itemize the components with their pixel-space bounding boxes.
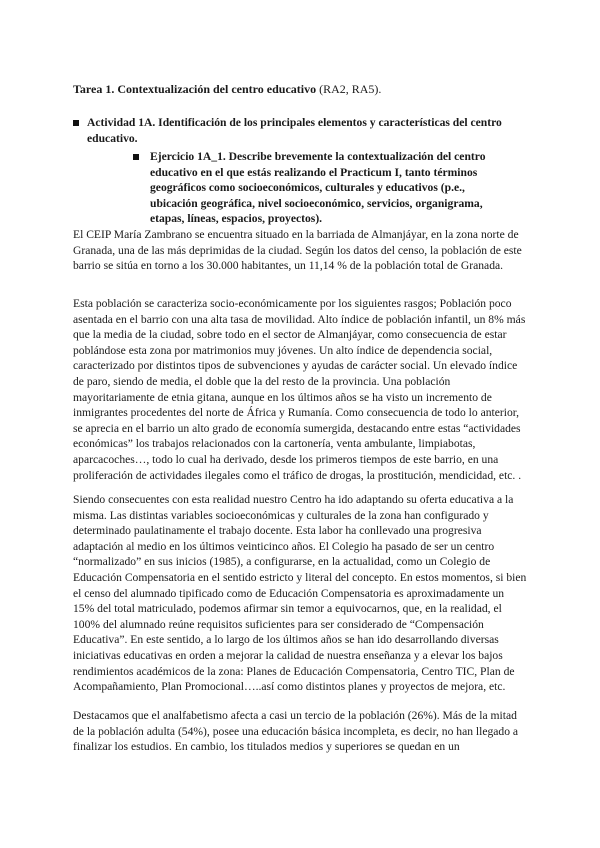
- paragraph: Destacamos que el analfabetismo afecta a casi un tercio de la población (26%). Más de la mitad de la población adulta (54%), posee una educación básica incompleta, es decir, no han llegado a finalizar los estudios. En cambio, los titulados medios y superiores se quedan en un: [73, 709, 519, 754]
- paragraph: El CEIP María Zambrano se encuentra situado en la barriada de Almanjáyar, en la zona norte de Granada, una de las más deprimidas de la ciudad. Según los datos del censo, la población de este barrio se sitúa en torno a los 30.000 habitantes, un 11,14 % de la población total de Granada.: [73, 228, 522, 273]
- exercise-heading: Ejercicio 1A_1. Describe brevemente la contextualización del centro educativo en el que estás realizando el Practicum I, tanto términos geográficos como socioeconómicos, culturales y educativos (p.e., ubicación geográfica, nivel socioeconómico, servicios, organigrama, etapas, líneas, espacios, proyectos).: [150, 150, 486, 226]
- paragraph: Siendo consecuentes con esta realidad nuestro Centro ha ido adaptando su oferta educativa a la misma. Las distintas variables socioeconómicas y culturales de la zona han configurado y determinado paulatinamente el trabajo docente. Esta labor ha conllevado una progresiva adaptación al medio en los últimos veinticinco años. El Colegio ha pasado de ser un centro “normalizado” en sus inicios (1985), a configurarse, en la actualidad, como un Colegio de Educación Compensatoria en el sentido estricto y literal del concepto. En estos momentos, si bien el censo del alumnado tipificado como de Educación Compensatoria es aproximadamente un 15% del total matriculado, podemos afirmar sin temor a equivocarnos, que, en la realidad, el 100% del alumnado reúne requisitos suficientes para ser considerado de “Compensación Educativa”. En este sentido, a lo largo de los últimos años se han ido desarrollando diversas iniciativas educativas en orden a mejorar la calidad de nuestra enseñanza y a elevar los bajos rendimientos académicos de la zona: Planes de Educación Compensatoria, Centro TIC, Plan de Acompañamiento, Plan Promocional…..así como distintos planes y proyectos de mejora, etc.: [73, 493, 527, 694]
- task-title-suffix: (RA2, RA5).: [316, 82, 382, 96]
- task-title: [73, 82, 533, 98]
- square-bullet-icon: [133, 154, 139, 160]
- square-bullet-icon: [73, 120, 79, 126]
- activity-heading: Actividad 1A. Identificación de los principales elementos y características del centro educativo.: [87, 116, 502, 145]
- paragraph: Esta población se caracteriza socio-económicamente por los siguientes rasgos; Población poco asentada en el barrio con una alta tasa de movilidad. Alto índice de población infantil, un 8% más que la media de la ciudad, sobre todo en el sector de Almanjáyar, como consecuencia de estar poblándose esta zona por matrimonios muy jóvenes. Un alto índice de dependencia social, caracterizado por distintos tipos de subvenciones y ayudas de carácter social. Un elevado índice de paro, siendo de media, el doble que la del resto de la provincia. Una población mayoritariamente de etnia gitana, aunque en los últimos años se ha visto un incremento de inmigrantes procedentes del norte de África y Rumanía. Como consecuencia de todo lo anterior, se aprecia en el barrio un alto grado de economía sumergida, destacando entre estas “actividades económicas” los trabajos relacionados con la cartonería, venta ambulante, limpiabotas, aparcacoches…, todo lo cual ha derivado, desde los primeros tiempos de este barrio, en una proliferación de actividades ilegales como el tráfico de drogas, la prostitución, mendicidad, etc. .: [73, 297, 526, 482]
- task-title-bold: Tarea 1. Contextualización del centro educativo: [73, 82, 317, 96]
